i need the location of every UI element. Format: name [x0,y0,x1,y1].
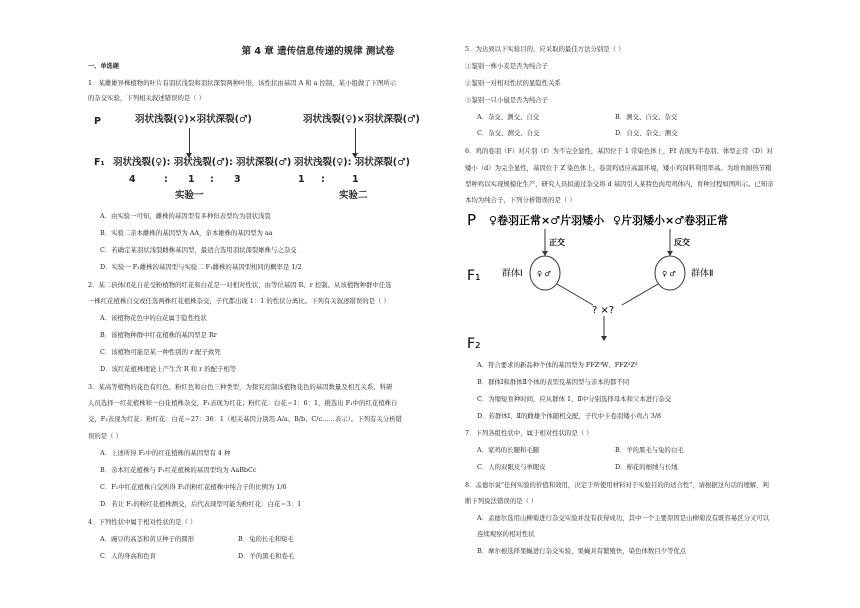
q5-line-2: ①鉴别一株小麦是否为纯合子 [465,62,549,70]
q1-arrow-1 [189,128,190,154]
q7-option-c: C．人的双眼皮与单眼皮 [477,463,546,471]
q7-option-d: D．棉花的细绒与长绒 [615,463,678,471]
section-heading: 一、单选题 [88,63,119,70]
q2-option-c: C．该植物可能是某一种性别的 r 配子致死 [100,348,221,356]
q6-option-b: B．群体Ⅰ和群体Ⅱ个体的表型及基因型与亲本的都不同 [477,378,630,386]
q1-option-d: D．实验一 F₁雌株的基因型与实验二 F₁雌株的基因型相同的概率是 1/2 [100,263,302,271]
q6-merge-line-1 [557,284,593,305]
q1-experiment-2: 实验二 [339,190,368,201]
q3-option-d: D．若让 F₁的粉红花植株测交，后代表现型可能为粉红花：白花＝3：1 [100,500,302,508]
q3-line-3: 交，F₂表现为红花：粉红花：白花＝27：36：1（相关基因分别用 A/a、B/b、C/c……表示）。下列有关分析错 [88,415,402,423]
q6-line-1: 6．鸡的卷羽（F）对片羽（f）为不完全显性，基因位于 1 常染色体上，Ff 表现为半卷羽；体型正常（D）对 [465,147,773,155]
q6-arrowhead-f2 [601,336,607,341]
q1-experiment-1: 实验一 [175,190,204,201]
q5-line-3: ②鉴别一对相对性状的显隐性关系 [465,79,561,87]
q6-f1-label: F₁ [467,268,481,284]
q2-line-1: 2．某二倍体闭花自花受粉植物的红花和白花是一对相对性状，由等位基因 R、r 控制。从该植物种群中任选 [88,281,392,289]
q6-line-3: 型种鸡以实现规模化生产，研究人员拟通过杂交将 d 基因引入某特色肉用鸡体内，育种过程如图所示。已知亲 [465,180,774,188]
q4-line-1: 4．下列性状中属于相对性状的是（ ） [88,518,197,526]
q2-line-2: 一株红花植株自交或任选两株红花植株杂交，子代都出现 1：1 的性状分离比。下列有关叙述错误的是（ ） [88,297,390,305]
page-title: 第 4 章 遗传信息传递的规律 测试卷 [241,46,395,57]
q1-option-b: B．实验二亲本雌株的基因型为 AA，亲本雄株的基因型为 aa [100,229,273,237]
q3-line-2: 人员选择一红花植株和一白花植株杂交，F₁表现为红花；粉红花：白花＝1：6：1，挑选出 F₁中的红花植株自 [88,399,398,407]
q8-line-1: 8．孟德尔说"任何实验的价值和效用，决定于所使用材料对于实验目的的适合性"，请根据这句话的理解，判 [465,481,769,489]
q5-option-d: D．自交、杂交、测交 [615,129,678,137]
q6-cross-2: ♀片羽矮小×♂卷羽正常 [613,214,729,227]
q4-option-d: D．羊的黑毛和卷毛 [238,552,295,560]
q7-option-b: B．羊的黑毛与兔的白毛 [615,446,684,454]
q5-option-c: C．杂交、测交、自交 [477,129,540,137]
q5-option-a: A．杂交、测交、自交 [477,113,540,121]
q1-p-label: P [94,116,101,127]
q4-option-b: B．兔的长毛和短毛 [238,535,294,543]
q1-f1-label: F₁ [94,157,105,168]
q1-line-1: 1．某雌雄异株植物的叶片有羽状浅裂和羽状深裂两种叶形，该性状由基因 A 和 a 控制，某小组做了下图所示 [88,79,397,87]
q1-ratio-2-a: 1 [298,174,305,185]
q6-merge-line-2 [622,284,658,305]
q6-option-c: C．为缩短育种时间，应从群体 1、Ⅱ中分别选择母本和父本进行杂交 [477,395,672,403]
q6-arrowhead-forward [542,251,548,256]
q6-p-label: P [467,211,477,229]
q8-option-a-cont: 连续观察的相对性状 [477,530,535,538]
q6-option-d: D．若群体Ⅰ、Ⅱ的雌雄个体随机交配，子代中卡卷羽矮小鸡占 3/8 [477,412,662,420]
q8-line-2: 断下列说法错误的是（ ） [465,497,538,505]
q6-arrowhead-reverse [667,251,673,256]
q6-group2-sex: ♀ ♂ [662,270,676,278]
q1-offspring-2: 羽状浅裂(♀): 羽状深裂(♂) [294,157,410,168]
q6-f2-label: F₂ [467,336,481,352]
q4-option-c: C．人的身高和色盲 [100,552,157,560]
q6-group1-sex: ♀ ♂ [537,270,551,278]
q1-ratio-1-c: 1 [188,174,195,185]
q1-ratio-2-c: 1 [352,174,359,185]
q7-line-1: 7．下列各组性状中，属于相对性状的是（ ） [465,429,593,437]
q4-option-a: A．豌豆的高茎和黄豆种子的圆形 [100,535,195,543]
q6-diagram [465,205,825,355]
q6-line-4: 本均为纯合子，下列分析错误的是（ ） [465,196,576,204]
q6-cross-1: ♀卷羽正常×♂片羽矮小 [489,214,605,227]
q6-group1-label: 群体Ⅰ [502,269,523,279]
q1-option-a: A．由实验一可知，雌株的基因型有多种但表型均为羽状浅裂 [100,212,271,220]
q6-forward-label: 正交 [549,238,565,247]
q1-ratio-1-d: : [210,174,214,185]
q8-option-b: B．摩尔根选择果蝇进行杂交实验，果蝇具有繁殖快，染色体数目少等优点 [477,547,687,555]
q1-arrow-2 [355,128,356,154]
q1-ratio-1-a: 4 [129,174,136,185]
q3-option-a: A．上述所得 F₂中的红花植株的基因型有 4 种 [100,449,231,457]
q3-line-4: 误的是（ ） [88,432,122,440]
q3-option-b: B．亲本红花植株与 F₁红花植株的基因型均为 AaBbCc [100,466,257,474]
q6-option-a: A．符合要求的新品种个体的基因型为 FFZᵈW、FFZᵈZᵈ [477,361,638,369]
q2-option-d: D．该红花植株理论上产生含 R 和 r 的配子相等 [100,365,237,373]
q5-line-1: 5．为达到以下实验目的，应采取的最佳方法分别是（ ） [465,45,625,53]
q2-option-b: B．该植物种群中红花植株的基因型是 Rr [100,331,217,339]
q1-ratio-1-e: 3 [234,174,241,185]
q1-parent-cross-1: 羽状浅裂(♀)×羽状深裂(♂) [135,114,252,125]
q5-line-4: ③鉴别一只小鼠是否为纯合子 [465,96,549,104]
q3-line-1: 3．某高等植物的花色有红色、粉红色和白色三种类型，为探究控制该植物花色的基因数量及相互关系，科研 [88,383,393,391]
q1-option-c: C．若确定某羽状浅裂雌株基因型，最适合选用羽状深裂雄株与之杂交 [100,246,297,254]
q2-option-a: A．该植物花色中的白花属于隐性性状 [100,314,207,322]
q1-line-2: 的杂交实验，下列相关叙述错误的是（ ） [88,94,206,102]
q6-group2-label: 群体Ⅱ [691,269,714,279]
q6-reverse-label: 反交 [674,238,690,247]
q7-option-a: A．家鸡的长腿和毛腿 [477,446,540,454]
q5-option-b: B．测交、自交、杂交 [615,113,678,121]
q1-ratio-2-b: : [321,174,325,185]
q8-option-a: A．孟德尔选用山柳菊进行杂交实验并没有获得成功，其中一个主要原因是山柳菊没有既容易区分又可以 [477,514,770,522]
q1-offspring-1: 羽状浅裂(♀): 羽状浅裂(♂): 羽状深裂(♂) [113,157,292,168]
q6-line-2: 矮小（d）为完全显性，基因位于 Z 染色体上。卷羽鸡适应高温环境，矮小鸡饲料利用率高。为培育耐热节粮 [465,164,772,172]
q6-cross-3: ? ×? [592,305,615,316]
q1-parent-cross-2: 羽状浅裂(♀)×羽状深裂(♂) [303,114,420,125]
q1-ratio-1-b: : [164,174,168,185]
q3-option-c: C．F₁中红花植株自交所得 F₂的粉红花植株中纯合子的比例为 1/6 [100,483,287,491]
